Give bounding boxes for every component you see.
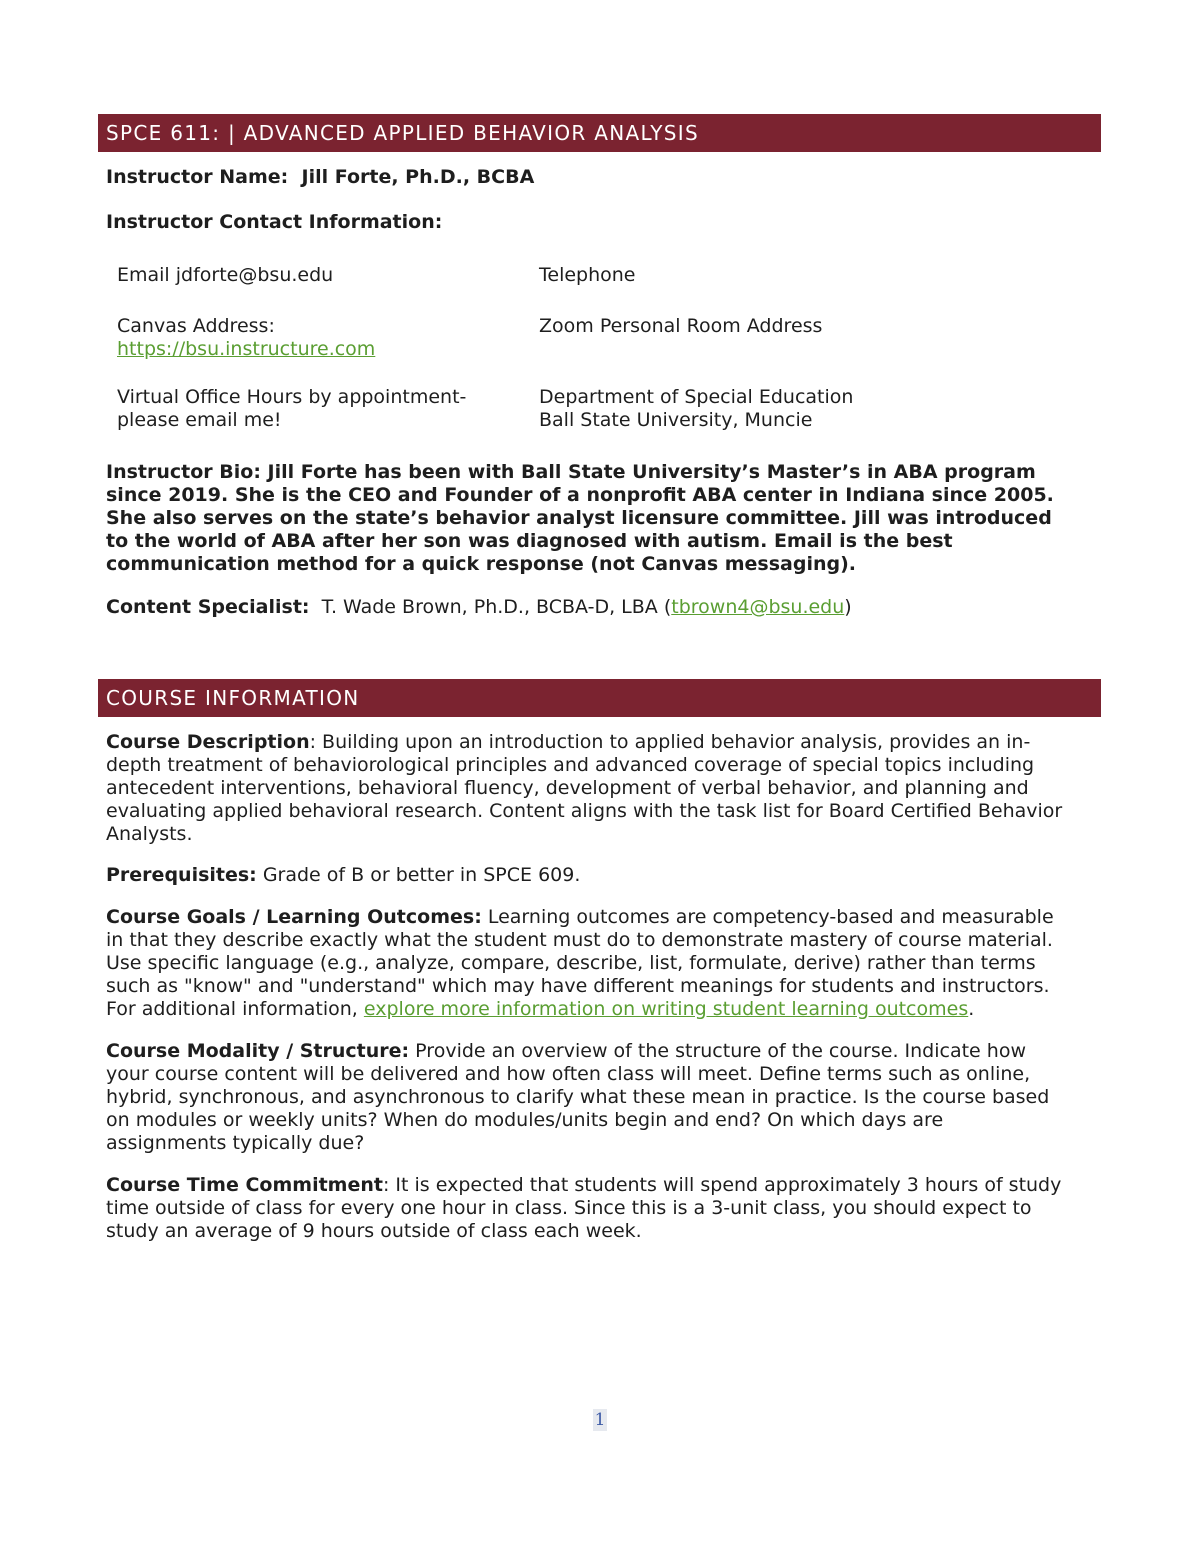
content-specialist-line: [106, 596, 852, 619]
time-line: time outside of class for every one hour in class. Since this is a 3-unit class, you should expect to: [106, 1197, 1032, 1219]
modality-line: your course content will be delivered and how often class will meet. Define terms such as online,: [106, 1063, 1031, 1085]
bio-line: She also serves on the state’s behavior analyst licensure committee. Jill was introduced: [106, 507, 1052, 529]
modality-line: hybrid, synchronous, and asynchronous to clarify what these mean in practice. Is the course based: [106, 1086, 1050, 1108]
description-label: Course Description: [106, 731, 310, 753]
goals-label: Course Goals / Learning Outcomes:: [106, 906, 482, 928]
prerequisites: [106, 864, 1098, 887]
canvas-link[interactable]: https://bsu.instructure.com: [117, 338, 376, 360]
description-line: antecedent interventions, behavioral fluency, development of verbal behavior, and planning and: [106, 777, 1029, 799]
course-title-banner: SPCE 611: | ADVANCED APPLIED BEHAVIOR ANALYSIS: [98, 114, 1101, 152]
bio-line: Instructor Bio: Jill Forte has been with Ball State University’s Master’s in ABA program: [106, 461, 1036, 483]
specialist-close: ): [844, 596, 852, 618]
description-line: : Building upon an introduction to applied behavior analysis, provides an in-: [309, 731, 1031, 753]
description-line: Analysts.: [106, 823, 193, 845]
description-line: depth treatment of behaviorological principles and advanced coverage of special topics including: [106, 754, 1035, 776]
bio-line: to the world of ABA after her son was diagnosed with autism. Email is the best: [106, 530, 953, 552]
contact-heading: Instructor Contact Information:: [106, 211, 443, 233]
modality-line: Provide an overview of the structure of the course. Indicate how: [409, 1040, 1026, 1062]
prereq-label: Prerequisites:: [106, 864, 257, 886]
modality-line: assignments typically due?: [106, 1132, 365, 1154]
page-number: 1: [594, 1410, 606, 1430]
time-commitment: [106, 1174, 1098, 1243]
instructor-name-value: Jill Forte, Ph.D., BCBA: [301, 166, 535, 188]
goals-line: such as "know" and "understand" which may have different meanings for students and instructors.: [106, 975, 1050, 997]
specialist-email-link[interactable]: tbrown4@bsu.edu: [671, 596, 845, 618]
goals-line: For additional information,: [106, 998, 364, 1020]
specialist-label: Content Specialist:: [106, 596, 310, 618]
zoom-cell: Zoom Personal Room Address: [539, 315, 823, 337]
department-line2: Ball State University, Muncie: [539, 409, 813, 431]
instructor-name-label: Instructor Name:: [106, 166, 289, 188]
specialist-value: T. Wade Brown, Ph.D., BCBA-D, LBA (: [321, 596, 672, 618]
course-description: [106, 731, 1098, 846]
office-hours-line2: please email me!: [117, 409, 282, 431]
email-cell: Email jdforte@bsu.edu: [117, 264, 334, 286]
department-cell: [539, 386, 853, 432]
learning-outcomes-link[interactable]: explore more information on writing student learning outcomes: [363, 998, 969, 1020]
department-line1: Department of Special Education: [539, 386, 854, 408]
course-information-banner: COURSE INFORMATION: [98, 679, 1101, 717]
instructor-bio: [106, 461, 1098, 576]
goals-end: .: [968, 998, 975, 1020]
time-line: study an average of 9 hours outside of class each week.: [106, 1220, 642, 1242]
goals-line: Use specific language (e.g., analyze, compare, describe, list, formulate, derive) rather than terms: [106, 952, 1036, 974]
canvas-cell: [117, 315, 375, 361]
canvas-label: Canvas Address:: [117, 315, 275, 337]
telephone-cell: Telephone: [539, 264, 636, 286]
office-hours-cell: [117, 386, 466, 432]
bio-line: since 2019. She is the CEO and Founder of a nonprofit ABA center in Indiana since 2005.: [106, 484, 1054, 506]
modality-line: on modules or weekly units? When do modules/units begin and end? On which days are: [106, 1109, 944, 1131]
office-hours-line1: Virtual Office Hours by appointment-: [117, 386, 467, 408]
modality-label: Course Modality / Structure:: [106, 1040, 410, 1062]
description-line: evaluating applied behavioral research. Content aligns with the task list for Board Certified Behavior: [106, 800, 1063, 822]
goals-line: Learning outcomes are competency-based and measurable: [481, 906, 1054, 928]
instructor-name-line: [106, 166, 534, 189]
course-goals: [106, 906, 1098, 1021]
time-line: : It is expected that students will spend approximately 3 hours of study: [382, 1174, 1062, 1196]
goals-line: in that they describe exactly what the student must do to demonstrate mastery of course material.: [106, 929, 1053, 951]
prereq-value: Grade of B or better in SPCE 609.: [256, 864, 581, 886]
course-modality: [106, 1040, 1098, 1155]
time-label: Course Time Commitment: [106, 1174, 383, 1196]
bio-line: communication method for a quick response (not Canvas messaging).: [106, 553, 857, 575]
